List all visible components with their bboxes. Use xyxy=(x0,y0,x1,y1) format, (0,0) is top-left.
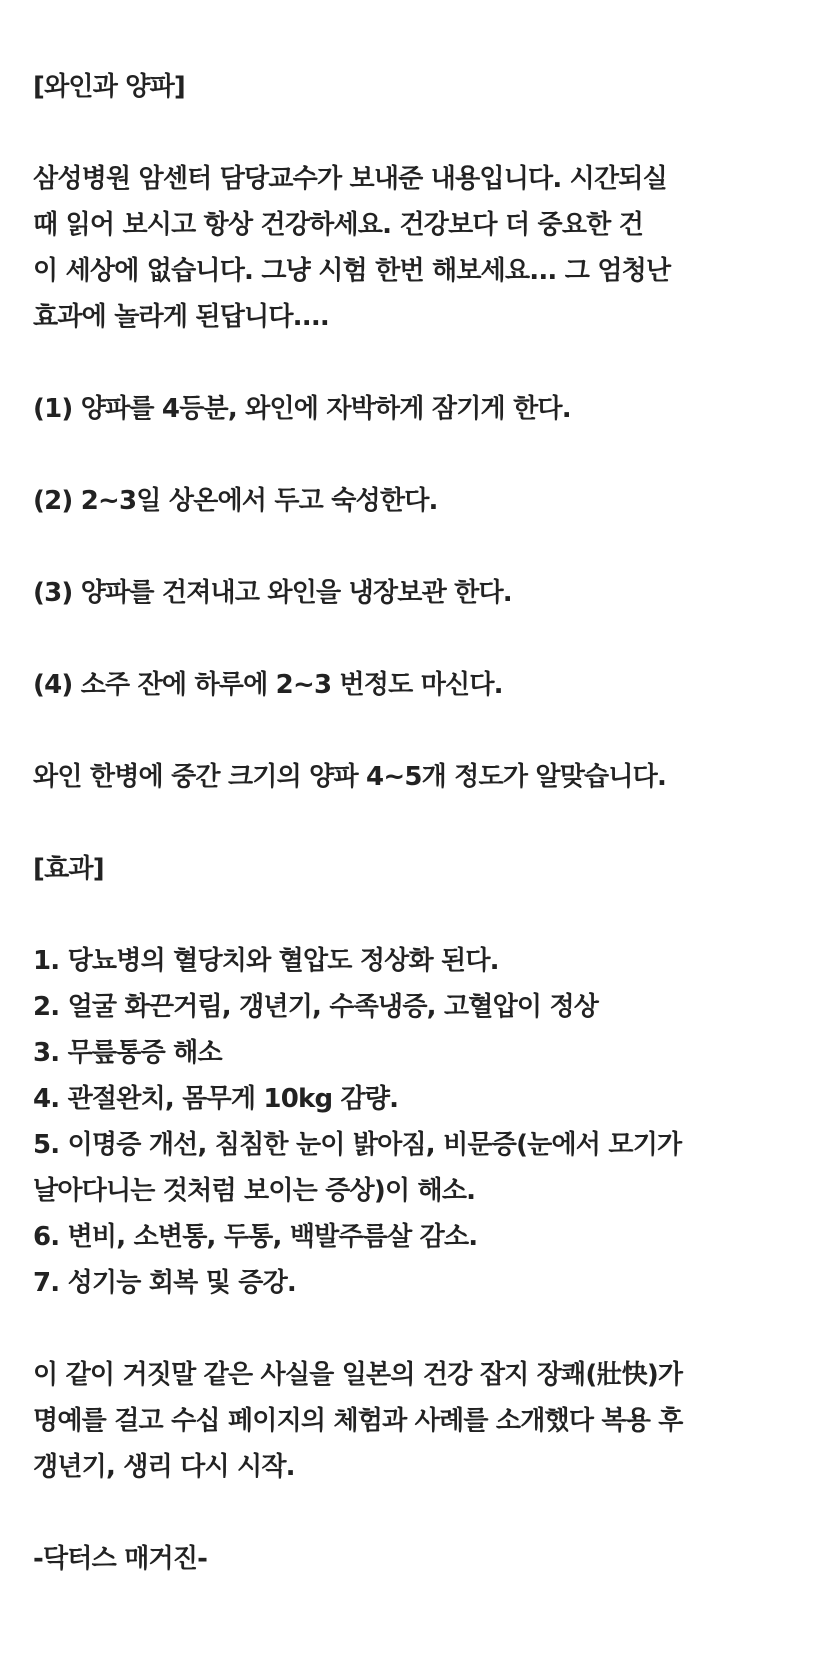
spacer xyxy=(33,432,810,478)
effect-item: 6. 변비, 소변통, 두통, 백발주름살 감소. xyxy=(33,1222,478,1252)
spacer xyxy=(33,800,810,846)
spacer xyxy=(33,340,810,386)
spacer xyxy=(33,524,810,570)
intro-paragraph xyxy=(33,156,810,340)
effect-item: 4. 관절완치, 몸무게 10kg 감량. xyxy=(33,1084,399,1114)
closing-line: 갱년기, 생리 다시 시작. xyxy=(33,1452,295,1482)
closing-line: 이 같이 거짓말 같은 사실을 일본의 건강 잡지 장쾌(壯快)가 xyxy=(33,1360,683,1390)
effect-item: 3. 무릎통증 해소 xyxy=(33,1038,222,1068)
step-3: (3) 양파를 건져내고 와인을 냉장보관 한다. xyxy=(33,578,512,608)
step-1: (1) 양파를 4등분, 와인에 자박하게 잠기게 한다. xyxy=(33,394,571,424)
title: [와인과 양파] xyxy=(33,72,185,102)
effect-item: 5. 이명증 개선, 침침한 눈이 밝아짐, 비문증(눈에서 모기가 xyxy=(33,1130,682,1160)
intro-line: 때 읽어 보시고 항상 건강하세요. 건강보다 더 중요한 건 xyxy=(33,210,644,240)
spacer xyxy=(33,110,810,156)
effect-item: 날아다니는 것처럼 보이는 증상)이 해소. xyxy=(33,1176,476,1206)
step-2: (2) 2~3일 상온에서 두고 숙성한다. xyxy=(33,486,438,516)
ratio-note: 와인 한병에 중간 크기의 양파 4~5개 정도가 알맞습니다. xyxy=(33,762,667,792)
effect-item: 7. 성기능 회복 및 증강. xyxy=(33,1268,296,1298)
signature: -닥터스 매거진- xyxy=(33,1544,208,1574)
effects-list xyxy=(33,938,810,1306)
spacer xyxy=(33,1306,810,1352)
effects-heading: [효과] xyxy=(33,854,104,884)
effect-item: 2. 얼굴 화끈거림, 갱년기, 수족냉증, 고혈압이 정상 xyxy=(33,992,599,1022)
effect-item: 1. 당뇨병의 혈당치와 혈압도 정상화 된다. xyxy=(33,946,499,976)
closing-paragraph xyxy=(33,1352,810,1490)
intro-line: 삼성병원 암센터 담당교수가 보내준 내용입니다. 시간되실 xyxy=(33,164,667,194)
spacer xyxy=(33,1490,810,1536)
closing-line: 명예를 걸고 수십 페이지의 체험과 사례를 소개했다 복용 후 xyxy=(33,1406,683,1436)
spacer xyxy=(33,616,810,662)
spacer xyxy=(33,708,810,754)
step-4: (4) 소주 잔에 하루에 2~3 번정도 마신다. xyxy=(33,670,503,700)
intro-line: 효과에 놀라게 된답니다.... xyxy=(33,302,329,332)
spacer xyxy=(33,892,810,938)
intro-line: 이 세상에 없습니다. 그냥 시험 한번 해보세요... 그 엄청난 xyxy=(33,256,671,286)
